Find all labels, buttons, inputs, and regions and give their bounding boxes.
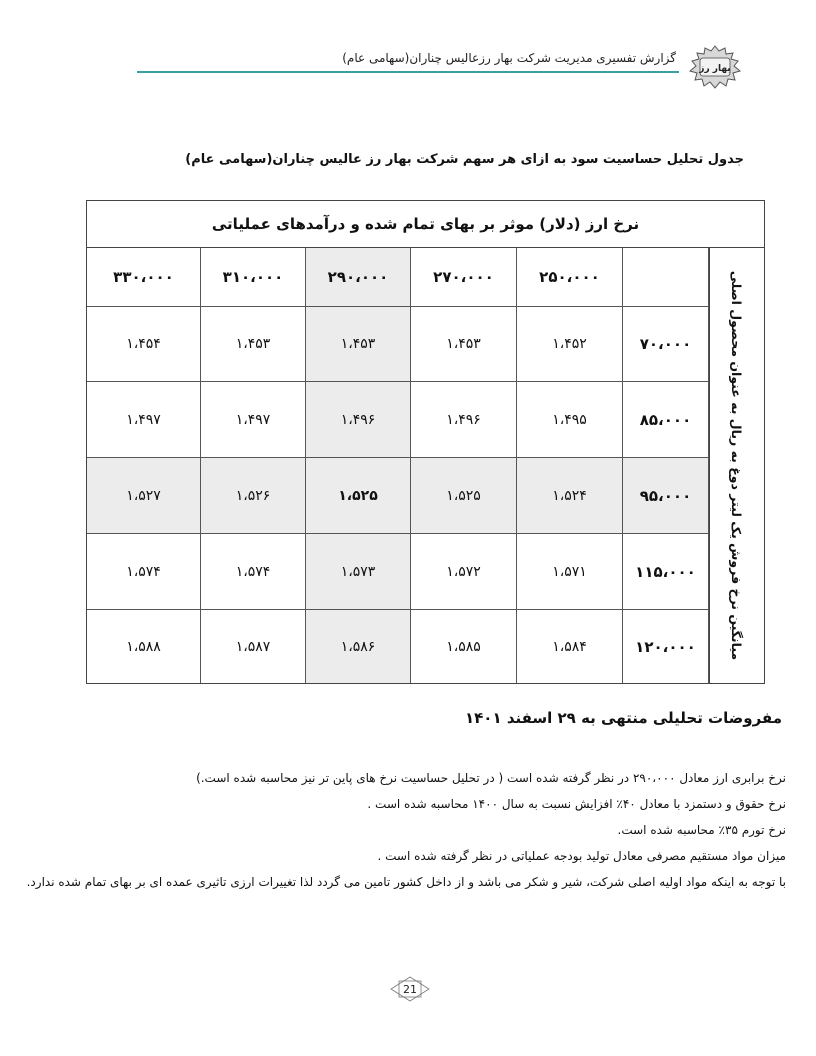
sensitivity-table [86,200,765,684]
table-cell: ۱،۵۸۵ [411,610,517,683]
column-header-highlighted: ۲۹۰،۰۰۰ [306,248,411,307]
table-cell: ۱،۴۵۲ [517,307,623,382]
column-header: ۳۱۰،۰۰۰ [201,248,306,307]
table-cell: ۱،۴۵۳ [411,307,517,382]
page-number [390,976,430,1002]
table-cell: ۱،۵۷۴ [201,534,306,610]
table-cell: ۱،۵۷۱ [517,534,623,610]
svg-text:بهار رز: بهار رز [699,64,731,74]
table-cell: ۱،۵۷۳ [306,534,411,610]
assumptions-title: مفروضات تحلیلی منتهی به ۲۹ اسفند ۱۴۰۱ [464,709,782,727]
table-cell: ۱،۵۸۷ [201,610,306,683]
table-cell: ۱،۴۵۳ [201,307,306,382]
page-number-text: 21 [403,982,417,996]
row-header-highlighted: ۹۵،۰۰۰ [623,458,709,534]
table-corner-cell [623,248,709,307]
table-cell: ۱،۵۲۶ [201,458,306,534]
table-cell: ۱،۴۵۴ [87,307,201,382]
table-cell: ۱،۴۹۵ [517,382,623,458]
table-cell: ۱،۵۷۴ [87,534,201,610]
assumptions-list [26,765,786,895]
table-cell: ۱،۴۹۷ [87,382,201,458]
table-header: نرخ ارز (دلار) موثر بر بهای تمام شده و درآمدهای عملیاتی [87,201,764,248]
assumption-line: میزان مواد مستقیم مصرفی معادل تولید بودجه عملیاتی در نظر گرفته شده است . [377,849,786,863]
column-header: ۳۳۰،۰۰۰ [87,248,201,307]
assumption-line: نرخ حقوق و دستمزد با معادل ۴۰٪ افزایش نسبت به سال ۱۴۰۰ محاسبه شده است . [367,797,786,811]
assumption-line: نرخ تورم ۳۵٪ محاسبه شده است. [617,823,786,837]
table-cell: ۱،۵۲۴ [517,458,623,534]
table-cell: ۱،۵۸۸ [87,610,201,683]
header-title: گزارش تفسیری مدیریت شرکت بهار رزعالیس چناران(سهامی عام) [342,51,676,65]
table-cell: ۱،۴۵۳ [306,307,411,382]
assumption-line: نرخ برابری ارز معادل ۲۹۰،۰۰۰ در نظر گرفته شده است ( در تحلیل حساسیت نرخ های پاین تر نیز محاسبه شده است.) [196,771,786,785]
table-cell: ۱،۴۹۶ [306,382,411,458]
row-header: ۱۲۰،۰۰۰ [623,610,709,683]
row-axis-label-text: میانگین نرخ فروش یک لیتر دوغ به ریال به عنوان محصول اصلی [729,270,745,661]
table-cell: ۱،۵۸۶ [306,610,411,683]
table-cell: ۱،۴۹۷ [201,382,306,458]
company-logo [688,44,742,90]
table-cell: ۱،۴۹۶ [411,382,517,458]
assumption-line: با توجه به اینکه مواد اولیه اصلی شرکت، شیر و شکر می باشد و از داخل کشور تامین می گردد لذا تغییرات ارزی تاثیری عمده ای بر بهای تمام شده ندارد. [26,875,786,889]
header-divider [137,71,679,73]
column-header: ۲۷۰،۰۰۰ [411,248,517,307]
table-cell: ۱،۵۲۷ [87,458,201,534]
row-header: ۸۵،۰۰۰ [623,382,709,458]
row-header: ۱۱۵،۰۰۰ [623,534,709,610]
column-header: ۲۵۰،۰۰۰ [517,248,623,307]
table-cell: ۱،۵۷۲ [411,534,517,610]
table-cell: ۱،۵۸۴ [517,610,623,683]
row-axis-label [709,248,764,683]
table-cell: ۱،۵۲۵ [411,458,517,534]
row-header: ۷۰،۰۰۰ [623,307,709,382]
table-title: جدول تحلیل حساسیت سود به ازای هر سهم شرکت بهار رز عالیس چناران(سهامی عام) [185,152,744,167]
table-cell-base-case: ۱،۵۲۵ [306,458,411,534]
